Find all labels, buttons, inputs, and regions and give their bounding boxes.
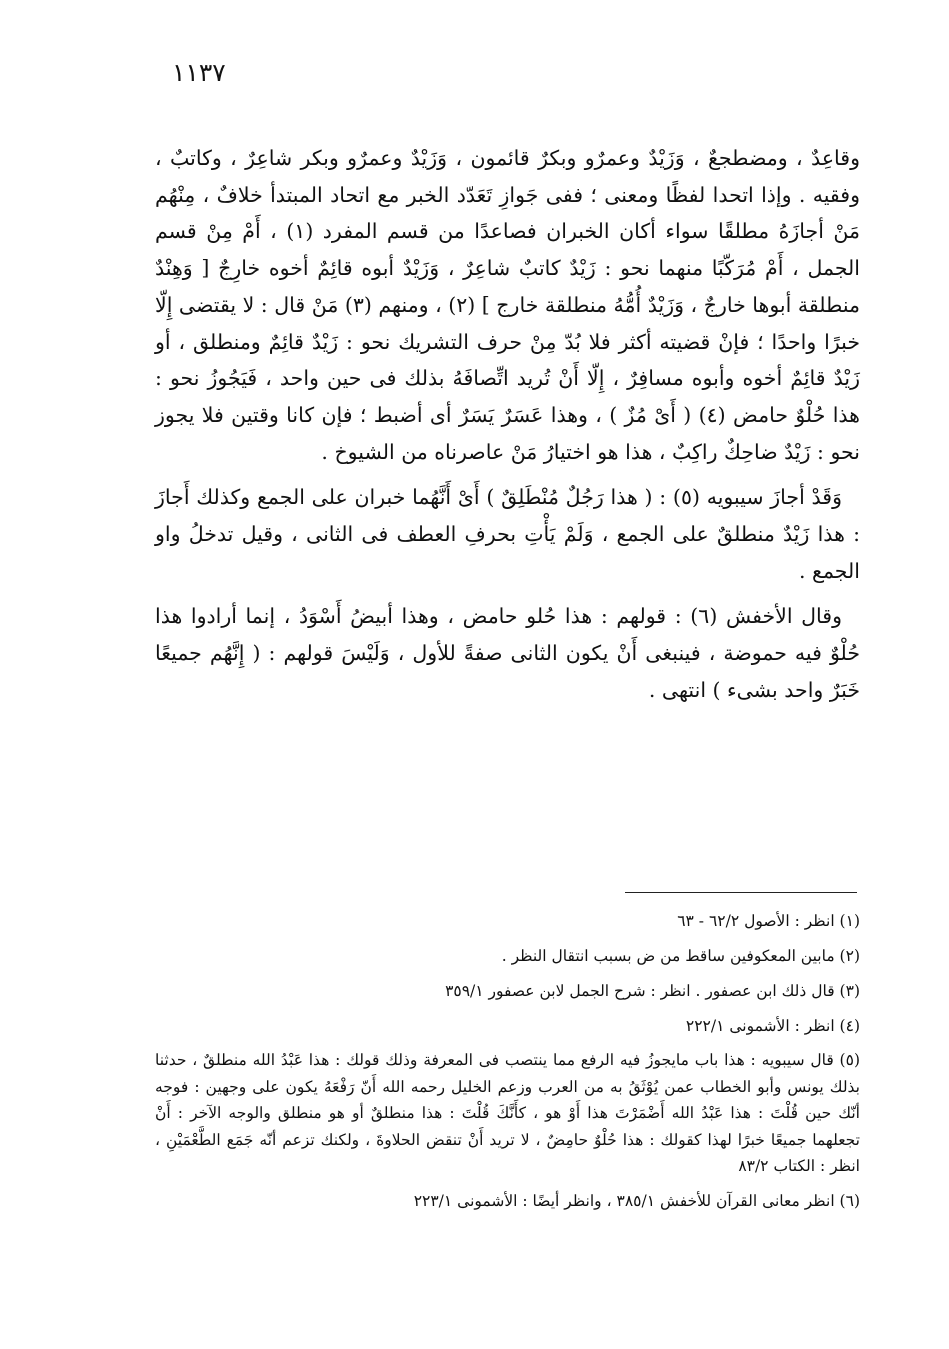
footnote-3: (٣) قال ذلك ابن عصفور . انظر : شرح الجمل لابن عصفور ٣٥٩/١ [445, 982, 860, 1000]
footnotes [155, 907, 860, 1222]
paragraph-2: وَقَدْ أجازَ سيبويه (٥) : ( هذا رَجُلٌ مُنْطَلِقٌ ) أَىْ أَنَّهُما خبران على الجمع وكذلك أَجازَ : هذا زَيْدٌ منطلقٌ على الجمع ، وَلَمْ يَأْتِ بحرفِ العطف فى الثانى ، وقيل تدخلُ واو الجمع . [155, 485, 860, 583]
footnote-5: (٥) قال سيبويه : هذا باب مايجوزُ فيه الرفع مما ينتصب فى المعرفة وذلك قولك : هذا عَبْدُ الله منطلقٌ ، حدثنا بذلك يونس وأبو الخطاب عمن يُوْثَقُ به من العرب وزعم الخليل رحمه الله أَنّ رَفْعَهُ يكون على وجهين : فوجه أنّك حين قُلْتَ : هذا عَبْدُ الله أَضْمَرْتَ هذا أَوْ هو ، كأَنَّكَ قُلْتَ : هذا منطلقٌ أو هو منطلق والوجه الآخر : أَنْ تجعلهما جميعًا خبرًا لهذا كقولك : هذا حُلْوٌ حامِضٌ ، لا تريد أَنْ تنقض الحلاوةَ ، ولكنك تزعم أنّه جَمَع الطَّعْمَيْنِ ، انظر : الكتاب ٨٣/٢ [155, 1051, 860, 1175]
footnote-divider [625, 892, 857, 893]
footnote-6: (٦) انظر معانى القرآن للأخفش ٣٨٥/١ ، وانظر أيضًا : الأشمونى ٢٢٣/١ [413, 1191, 860, 1210]
paragraph-3: وقال الأخفش (٦) : قولهم : هذا حُلو حامض ، وهذا أبيضُ أَسْوَدُ ، إنما أرادوا هذا حُلْوٌ فيه حموضة ، فينبغى أَنْ يكون الثانى صفةً للأول ، وَلَيْسَ قولهم : ( إِنَّهُم جميعًا خَبَرٌ واحد بشىء ) انتهى . [155, 604, 860, 702]
main-text [155, 140, 860, 709]
page-number: ١١٣٧ [172, 58, 226, 87]
paragraph-1: وقاعِدٌ ، ومضطجعٌ ، وَزَيْدٌ وعمرٌو وبكرٌ قائمون ، وَزَيْدٌ وعمرٌو وبكر شاعِرٌ ، وكاتبٌ ، وفقيه . وإذا اتحدا لفظًا ومعنى ؛ ففى جَوازِ تَعَدّد الخبر مع اتحاد المبتدأ خلافٌ ، مِنْهُم مَنْ أجازَهُ مطلقًا سواء أكان الخبران فصاعدًا من قسم المفرد (١) ، أَمْ مِنْ قسم الجمل ، أَمْ مُرَكّبًا منهما نحو : زَيْدٌ كاتبٌ شاعِرٌ ، وَزَيْدٌ أبوه قائِمٌ أخوه خارِجٌ [ وَهِنْدٌ منطلقة أبوها خارجٌ ، وَزَيْدٌ أُمُّهُ منطلقة خارج ] (٢) ، ومنهم (٣) مَنْ قال : لا يقتضى إِلّا خبرًا واحدًا ؛ فإنْ قضيته أكثر فلا بُدّ مِنْ حرف التشريك نحو : زَيْدٌ قائِمٌ ومنطلق ، أو زَيْدٌ قائِمٌ أخوه وأبوه مسافِرٌ ، إِلّا أَنْ تُريد اتِّصافَهُ بذلك فى حين واحد ، فَيَجُوزُ نحو : هذا حُلْوٌ حامض (٤) ( أَىْ مُزٌ ) ، وهذا عَسَرٌ يَسَرٌ أى أضبط ؛ فإن كانا وقتين فلا يجوز نحو : زَيْدٌ ضاحِكٌ راكِبٌ ، هذا هو اختيارُ مَنْ عاصرناه من الشيوخ . [155, 146, 861, 464]
footnote-4: (٤) انظر : الأشمونى ٢٢٢/١ [685, 1017, 860, 1035]
footnote-1: (١) انظر : الأصول ٦٢/٢ - ٦٣ [677, 912, 860, 930]
footnote-2: (٢) مابين المعكوفين ساقط من ض بسبب انتقال النظر . [501, 947, 860, 965]
